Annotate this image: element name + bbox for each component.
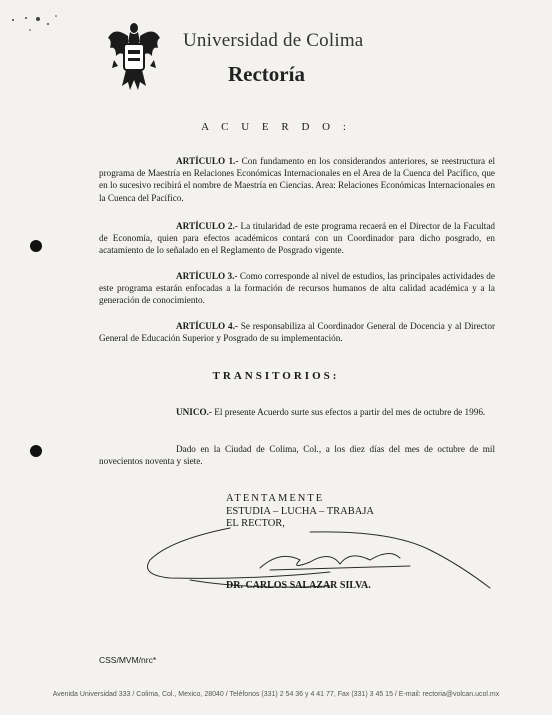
unico-paragraph bbox=[99, 406, 495, 418]
punch-hole bbox=[30, 240, 42, 252]
rector-name: DR. CARLOS SALAZAR SILVA. bbox=[226, 580, 371, 591]
dado-paragraph: Dado en la Ciudad de Colima, Col., a los diez días del mes de octubre de mil novecientos noventa y siete. bbox=[99, 444, 495, 467]
punch-hole bbox=[30, 445, 42, 457]
department-title: Rectoría bbox=[228, 62, 305, 86]
unico-label: UNICO.- bbox=[176, 407, 212, 417]
section-title: A C U E R D O : bbox=[201, 121, 351, 133]
reference-initials: CSS/MVM/nrc* bbox=[99, 655, 157, 665]
article-label: ARTÍCULO 2.- bbox=[176, 221, 238, 231]
article-label: ARTÍCULO 4.- bbox=[176, 321, 238, 331]
article-text: Con fundamento en los considerandos anteriores, se reestructura el programa de Maestría en Relaciones Económicas Internacionales en el Area de la Cuenca del Pacífico, que en lo sucesivo recibirá el nombre de Maestría en Ciencias. Area: Relaciones Económicas Internacionales en la Cuenca del Pacífico. bbox=[99, 156, 496, 203]
article-label: ARTÍCULO 1.- bbox=[176, 156, 239, 166]
article-text: La titularidad de este programa recaerá en el Director de la Facultad de Economía, quien para efectos académicos contará con un Coordinador para dicho posgrado, en acatamiento de lo señalado en el Reglamento de Posgrado vigente. bbox=[99, 221, 495, 256]
university-seal-icon bbox=[106, 20, 162, 92]
article-2 bbox=[99, 220, 495, 257]
footer-address: Avenida Universidad 333 / Colima, Col., Mexico, 28040 / Teléfonos (331) 2 54 36 y 4 41 77, Fax (331) 3 45 15 / E-mail: rectoria@volcan.ucol.mx bbox=[52, 691, 500, 698]
signature-closing: ATENTAMENTE bbox=[226, 493, 325, 504]
article-text: Como corresponde al nivel de estudios, las principales actividades de este programa estarán enfocadas a la formación de recursos humanos de alta calidad académica y a la generación de conocimiento. bbox=[99, 271, 495, 306]
transitorios-title: TRANSITORIOS: bbox=[212, 370, 340, 382]
signature-title: EL RECTOR, bbox=[226, 518, 285, 529]
article-3 bbox=[99, 270, 495, 307]
article-1 bbox=[99, 155, 495, 204]
article-4 bbox=[99, 320, 495, 344]
scan-speckles bbox=[8, 10, 68, 40]
unico-text: El presente Acuerdo surte sus efectos a partir del mes de octubre de 1996. bbox=[214, 407, 486, 417]
article-text: Se responsabiliza al Coordinador General de Docencia y al Director General de Educación Superior y Posgrado de su implementación. bbox=[99, 321, 495, 344]
signature-motto: ESTUDIA – LUCHA – TRABAJA bbox=[226, 506, 374, 517]
article-label: ARTÍCULO 3.- bbox=[176, 271, 238, 281]
university-name: Universidad de Colima bbox=[183, 30, 364, 51]
